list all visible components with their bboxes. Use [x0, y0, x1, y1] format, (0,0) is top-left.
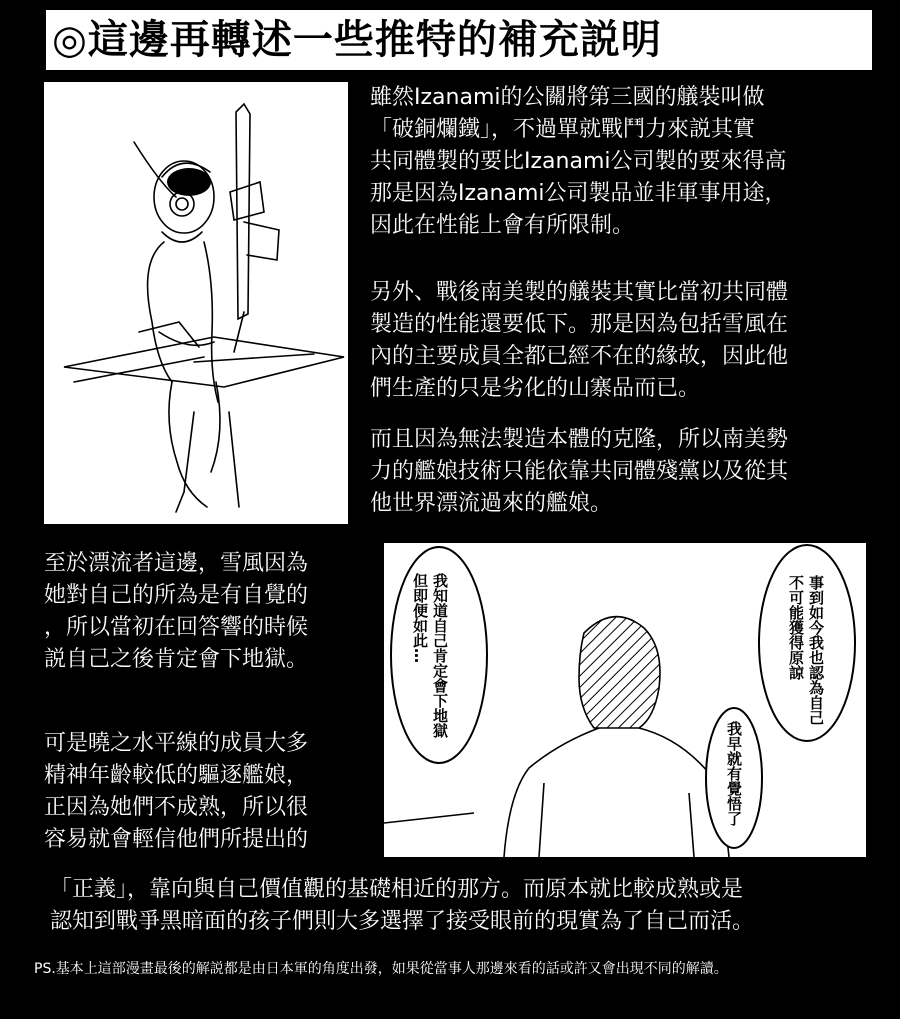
paragraph-3: 而且因為無法製造本體的克隆，所以南美勢 力的艦娘技術只能依靠共同體殘黨以及從其 他世界漂流過來的艦娘。: [370, 427, 789, 516]
paragraph-5: 可是曉之水平線的成員大多 精神年齡較低的驅逐艦娘， 正因為她們不成熟，所以很 容易就會輕信他們所提出的: [44, 731, 309, 852]
page-title: ◎這邊再轉述一些推特的補充説明: [46, 10, 872, 70]
comic-panel: [384, 543, 866, 857]
paragraph-1: 雖然Izanami的公關將第三國的艤裝叫做 「破銅爛鐵」，不過單就戰鬥力來説其實 共同體製的要比Izanami公司製的要來得高 那是因為Izanami公司製品並非軍事用途， 因此在性能上會有所限制。: [370, 85, 787, 238]
speech-bubble-small: 我早就有覺悟了: [725, 721, 743, 826]
speech-bubble-right: 事到如今我也認為自己 不可能獲得原諒: [787, 575, 825, 725]
girl-with-rifle-illustration: [44, 82, 348, 524]
paragraph-4: 至於漂流者這邊，雪風因為 她對自己的所為是有自覺的 ，所以當初在回答響的時候 説自己之後肯定會下地獄。: [44, 551, 309, 672]
ps-note: PS.基本上這部漫畫最後的解説都是由日本軍的角度出發，如果從當事人那邊來看的話或許又會出現不同的解讀。: [34, 961, 728, 977]
sketch-drawing: [44, 82, 348, 524]
paragraph-6: 「正義」，靠向與自己價值觀的基礎相近的那方。而原本就比較成熟或是 認知到戰爭黑暗面的孩子們則大多選擇了接受眼前的現實為了自己而活。: [50, 877, 755, 934]
paragraph-2: 另外、戰後南美製的艤裝其實比當初共同體 製造的性能還要低下。那是因為包括雪風在 內的主要成員全都已經不在的緣故，因此他 們生產的只是劣化的山寨品而已。: [370, 280, 789, 401]
speech-bubble-left: 我知道自己肯定會下地獄 但即便如此…: [411, 573, 449, 738]
